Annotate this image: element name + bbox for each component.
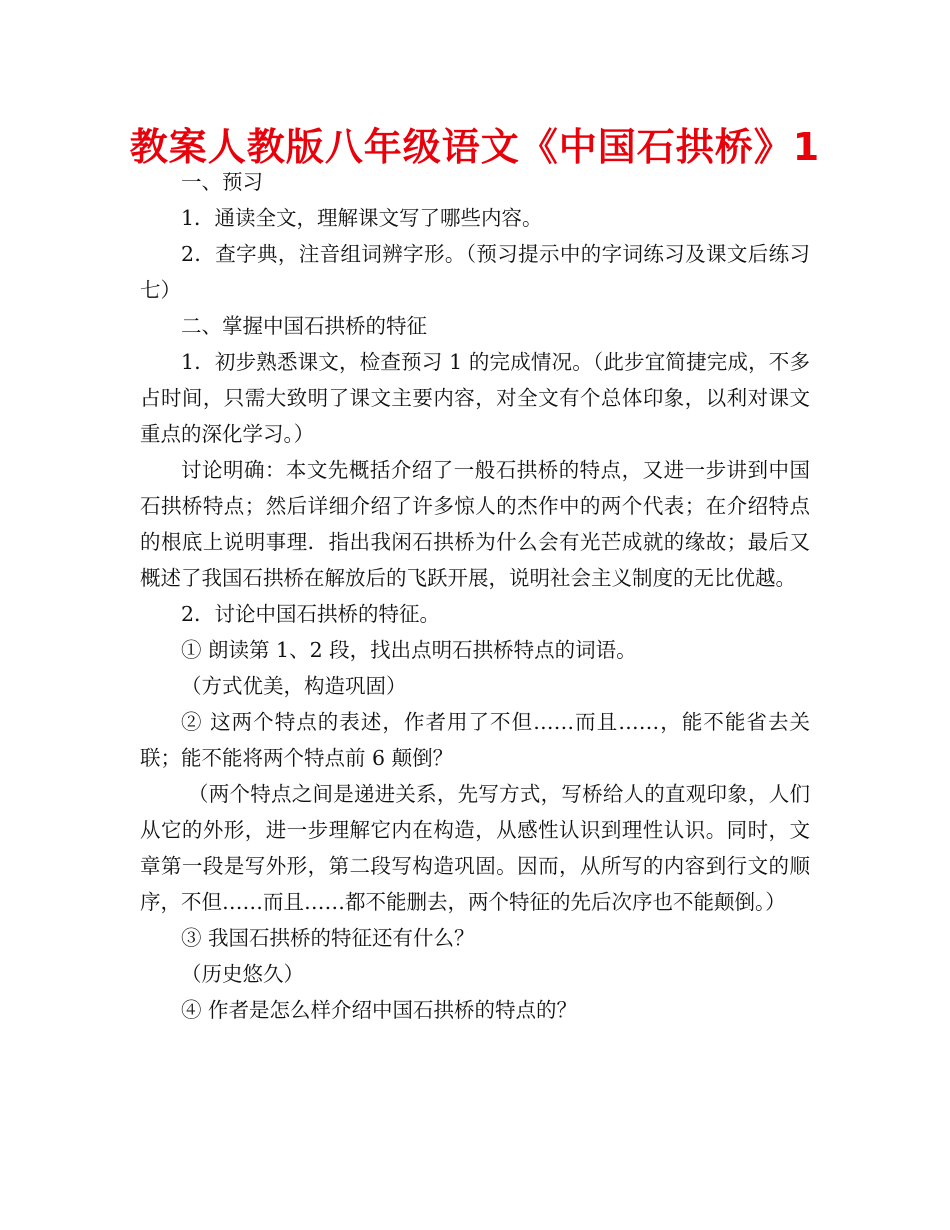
section-heading-preview: 一、预习 — [181, 170, 263, 194]
answer-note: （方式优美，构造巩固） — [181, 674, 407, 698]
list-item: ④ 作者是怎么样介绍中国石拱桥的特点的？ — [181, 998, 578, 1022]
section-heading-features: 二、掌握中国石拱桥的特征 — [181, 314, 427, 338]
list-item: ② 这两个特点的表述，作者用了不但……而且……，能不能省去关联；能不能将两个特点前 6 颠倒？ — [140, 710, 810, 770]
paragraph: 1．通读全文，理解课文写了哪些内容。 — [181, 206, 543, 230]
list-item: ① 朗读第 1、2 段，找出点明石拱桥特点的词语。 — [181, 638, 637, 662]
document-body — [140, 164, 810, 1028]
answer-note: （历史悠久） — [181, 962, 304, 986]
paragraph: 讨论明确：本文先概括介绍了一般石拱桥的特点，又进一步讲到中国石拱桥特点；然后详细介绍了许多惊人的杰作中的两个代表；在介绍特点的根底上说明事理．指出我闲石拱桥为什么会有光芒成就的缘故；最后又概述了我国石拱桥在解放后的飞跃开展，说明社会主义制度的无比优越。 — [140, 458, 810, 590]
paragraph: 2．讨论中国石拱桥的特征。 — [181, 602, 441, 626]
paragraph: 2．查字典，注音组词辨字形。（预习提示中的字词练习及课文后练习七） — [140, 242, 810, 302]
list-item: ③ 我国石拱桥的特征还有什么？ — [181, 926, 475, 950]
document-title: 教案人教版八年级语文《中国石拱桥》1 — [129, 125, 821, 169]
answer-note: （两个特点之间是递进关系，先写方式，写桥给人的直观印象，人们从它的外形，进一步理解它内在构造，从感性认识到理性认识。同时，文章第一段是写外形，第二段写构造巩固。因而，从所写的内容到行文的顺序，不但……而且……都不能删去，两个特征的先后次序也不能颠倒。） — [140, 782, 810, 914]
paragraph: 1．初步熟悉课文，检查预习 1 的完成情况。（此步宜简捷完成，不多占时间，只需大致明了课文主要内容，对全文有个总体印象，以利对课文重点的深化学习。） — [140, 350, 810, 446]
